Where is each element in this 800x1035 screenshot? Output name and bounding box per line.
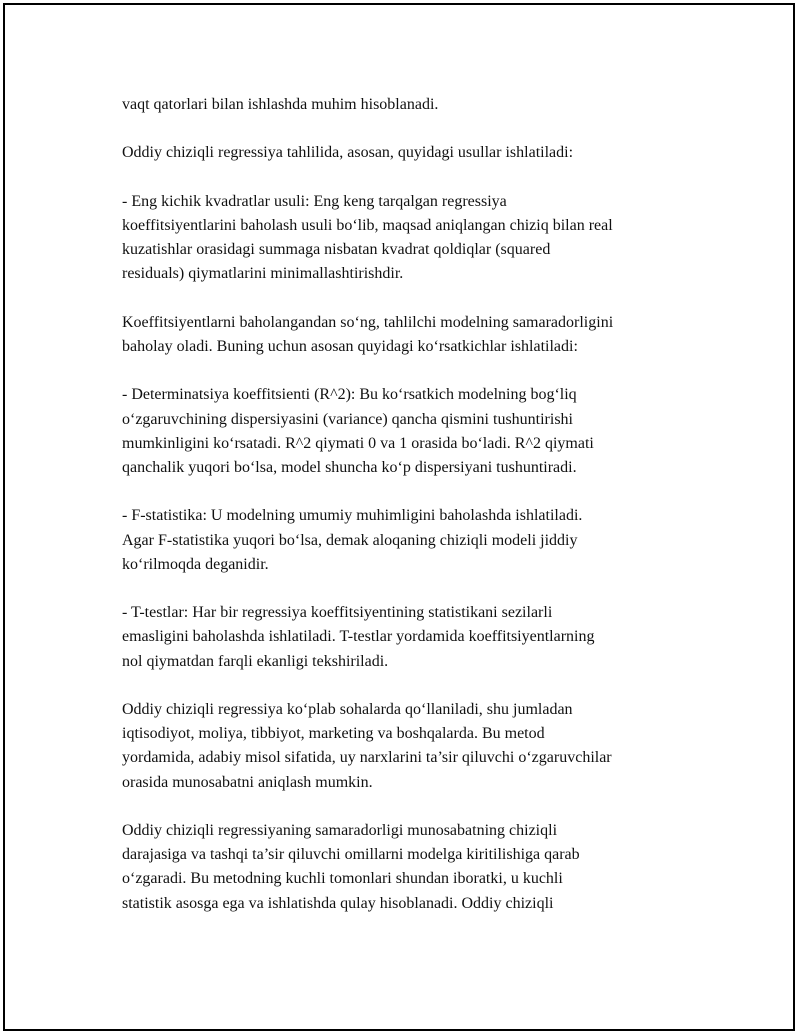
text-line: Oddiy chiziqli regressiya ko‘plab sohalarda qo‘llaniladi, shu jumladan	[122, 700, 573, 718]
text-line: o‘zgaruvchining dispersiyasini (variance) qancha qismini tushuntirishi	[122, 410, 573, 428]
paragraph-3	[122, 190, 697, 287]
text-line: o‘zgaradi. Bu metodning kuchli tomonlari shundan iboratki, u kuchli	[122, 870, 563, 888]
text-line: kuzatishlar orasidagi summaga nisbatan kvadrat qoldiqlar (squared	[122, 241, 551, 259]
text-line: koeffitsiyentlarini baholash usuli bo‘lib, maqsad aniqlangan chiziq bilan real	[122, 216, 613, 234]
paragraph-1	[122, 93, 697, 117]
text-line: ko‘rilmoqda deganidir.	[122, 555, 269, 573]
text-line: Agar F-statistika yuqori bo‘lsa, demak aloqaning chiziqli modeli jiddiy	[122, 531, 578, 549]
text-line: Oddiy chiziqli regressiya tahlilida, asosan, quyidagi usullar ishlatiladi:	[122, 144, 574, 162]
text-line: yordamida, adabiy misol sifatida, uy narxlarini ta’sir qiluvchi o‘zgaruvchilar	[122, 749, 612, 767]
text-line: emasligini baholashda ishlatiladi. T-testlar yordamida koeffitsiyentlarning	[122, 628, 595, 646]
page-frame	[3, 3, 795, 1031]
text-line: mumkinligini ko‘rsatadi. R^2 qiymati 0 va 1 orasida bo‘ladi. R^2 qiymati	[122, 434, 594, 452]
text-line: - T-testlar: Har bir regressiya koeffitsiyentining statistikani sezilarli	[122, 604, 553, 622]
text-line: baholay oladi. Buning uchun asosan quyidagi ko‘rsatkichlar ishlatiladi:	[122, 337, 578, 355]
text-line: statistik asosga ega va ishlatishda qulay hisoblanadi. Oddiy chiziqli	[122, 894, 554, 912]
text-line: nol qiymatdan farqli ekanligi tekshiriladi.	[122, 652, 389, 670]
text-line: - F-statistika: U modelning umumiy muhimligini baholashda ishlatiladi.	[122, 507, 583, 525]
paragraph-2	[122, 141, 697, 165]
paragraph-9	[122, 819, 697, 916]
text-line: residuals) qiymatlarini minimallashtirishdir.	[122, 265, 404, 283]
text-line: orasida munosabatni aniqlash mumkin.	[122, 773, 373, 791]
paragraph-6	[122, 504, 697, 577]
text-line: vaqt qatorlari bilan ishlashda muhim hisoblanadi.	[122, 96, 439, 113]
text-line: Koeffitsiyentlarni baholangandan so‘ng, tahlilchi modelning samaradorligini	[122, 313, 614, 331]
document-body	[122, 93, 697, 940]
text-line: - Determinatsiya koeffitsienti (R^2): Bu ko‘rsatkich modelning bog‘liq	[122, 386, 577, 404]
text-line: Oddiy chiziqli regressiyaning samaradorligi munosabatning chiziqli	[122, 821, 558, 839]
text-line: darajasiga va tashqi ta’sir qiluvchi omillarni modelga kiritilishiga qarab	[122, 846, 580, 864]
text-line: qanchalik yuqori bo‘lsa, model shuncha ko‘p dispersiyani tushuntiradi.	[122, 458, 577, 476]
paragraph-5	[122, 383, 697, 480]
paragraph-8	[122, 698, 697, 795]
paragraph-7	[122, 601, 697, 674]
text-line: - Eng kichik kvadratlar usuli: Eng keng tarqalgan regressiya	[122, 192, 507, 210]
paragraph-4	[122, 311, 697, 359]
text-line: iqtisodiyot, moliya, tibbiyot, marketing va boshqalarda. Bu metod	[122, 725, 545, 743]
